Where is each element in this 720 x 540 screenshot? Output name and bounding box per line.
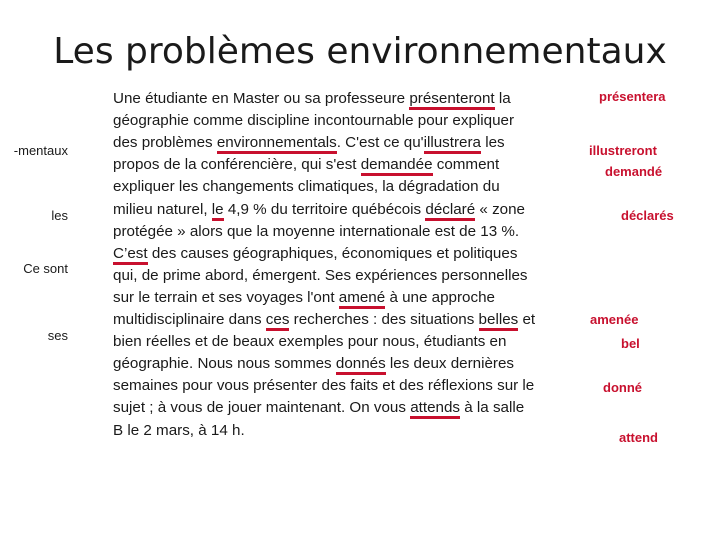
text-line: [113, 199, 525, 221]
sidebar-note-1: -mentaux: [13, 143, 68, 158]
text-line: [113, 176, 500, 198]
text-line: [113, 287, 495, 309]
text-segment: des problèmes: [113, 134, 217, 152]
correction-donne: donné: [603, 380, 642, 395]
text-line: [113, 309, 535, 331]
text-segment: « zone: [475, 200, 526, 218]
underlined-error: le: [212, 201, 224, 221]
text-line: [113, 110, 514, 132]
text-segment: la: [494, 90, 511, 107]
underlined-error: illustrera: [424, 134, 481, 154]
underlined-error: attends: [410, 399, 460, 419]
underlined-error: demandée: [361, 156, 433, 176]
text-line: [113, 353, 514, 375]
underlined-error: environnementals: [217, 134, 337, 154]
text-segment: sur le terrain et ses voyages l'ont: [113, 288, 339, 306]
text-segment: des causes géographiques, économiques et politiques: [147, 244, 518, 262]
slide-title: Les problèmes environnementaux: [53, 31, 667, 72]
text-segment: propos de la conférencière, qui s'est: [113, 156, 361, 174]
sidebar-note-2: les: [51, 208, 68, 223]
sidebar-note-3: Ce sont: [23, 261, 68, 276]
text-segment: multidisciplinaire dans: [113, 311, 266, 328]
underlined-error: présenteront: [409, 90, 494, 110]
correction-presentera: présentera: [599, 89, 666, 104]
correction-illustreront: illustreront: [589, 143, 657, 158]
text-line: [113, 132, 505, 154]
text-segment: 4,9 % du territoire québécois: [223, 200, 426, 218]
text-segment: recherches : des situations: [289, 311, 479, 328]
underlined-error: amené: [339, 289, 385, 309]
text-line: [113, 331, 506, 353]
text-segment: protégée » alors que la moyenne internationale est de 13 %.: [113, 222, 520, 240]
text-segment: B le 2 mars, à 14 h.: [113, 421, 245, 439]
underlined-error: donnés: [336, 355, 386, 375]
text-segment: . C'est ce qu': [336, 134, 424, 152]
text-segment: qui, de prime abord, émergent. Ses expériences personnelles: [113, 266, 528, 284]
sidebar-note-4: ses: [47, 328, 68, 343]
text-segment: les deux dernières: [385, 355, 515, 373]
text-segment: Une étudiante en Master ou sa professeure: [113, 90, 410, 107]
text-line: [113, 420, 245, 442]
text-segment: bien réelles et de beaux exemples pour nous, étudiants en: [113, 333, 507, 351]
text-segment: comment: [432, 156, 500, 174]
text-line: [113, 221, 519, 243]
correction-declares: déclarés: [621, 208, 674, 223]
underlined-error: C’est: [113, 245, 148, 265]
text-segment: à une approche: [385, 288, 495, 306]
text-segment: expliquer les changements climatiques, la dégradation du: [113, 178, 500, 196]
underlined-error: belles: [479, 311, 519, 331]
correction-bel: bel: [621, 336, 640, 351]
text-segment: à la salle: [460, 399, 525, 417]
text-segment: géographie comme discipline incontournable pour expliquer: [113, 112, 515, 130]
text-line: [113, 88, 511, 110]
correction-demande: demandé: [605, 164, 663, 179]
text-segment: géographie. Nous nous sommes: [113, 355, 336, 373]
text-segment: sujet ; à vous de jouer maintenant. On vous: [113, 399, 411, 417]
text-line: [113, 397, 524, 419]
correction-attend: attend: [619, 430, 658, 445]
underlined-error: déclaré: [425, 201, 475, 221]
correction-amenee: amenée: [590, 312, 639, 327]
text-segment: milieu naturel,: [113, 200, 212, 218]
text-line: [113, 243, 517, 265]
text-segment: et: [518, 311, 536, 328]
text-segment: semaines pour vous présenter des faits et des réflexions sur le: [113, 377, 535, 395]
text-line: [113, 265, 528, 287]
underlined-error: ces: [266, 311, 290, 331]
text-segment: les: [480, 134, 505, 152]
text-line: [113, 154, 499, 176]
text-line: [113, 375, 534, 397]
